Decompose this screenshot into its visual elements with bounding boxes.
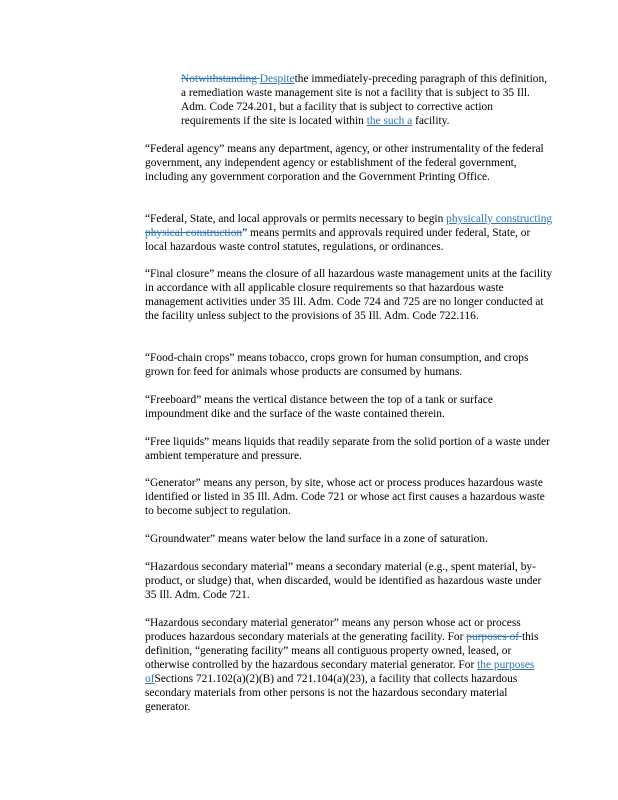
paragraph-food-chain-crops	[145, 351, 555, 379]
paragraph-text: “Food-chain crops” means tobacco, crops grown for human consumption, and crops grown for feed for animals whose products are consumed by humans.	[145, 352, 529, 378]
paragraph-remediation-site	[181, 72, 551, 128]
paragraph-text: ” means permits and approvals required under federal, State, or local hazardous waste control statutes, regulations, or ordinances.	[145, 227, 531, 253]
deleted-text: purposes of	[466, 631, 522, 643]
paragraph-hazardous-secondary-material-generator	[145, 616, 555, 714]
paragraph-text: “Free liquids” means liquids that readily separate from the solid portion of a waste under ambient temperature and pressure.	[145, 436, 550, 462]
paragraph-freeboard	[145, 393, 555, 421]
paragraph-text: “Hazardous secondary material generator” means any person whose act or process produces hazardous secondary materials at the generating facility. For	[145, 617, 521, 643]
paragraph-final-closure	[145, 267, 555, 323]
paragraph-text: “Hazardous secondary material” means a secondary material (e.g., spent material, by-product, or sludge) that, when discarded, would be identified as hazardous waste under 35 Ill. Adm. Code 721.	[145, 561, 542, 601]
paragraph-free-liquids	[145, 435, 555, 463]
paragraph-text: facility.	[412, 115, 450, 127]
paragraph-federal-approvals	[145, 212, 555, 254]
paragraph-text: “Generator” means any person, by site, whose act or process produces hazardous waste identified or listed in 35 Ill. Adm. Code 721 or whose act first causes a hazardous waste to become subject to regulation.	[145, 477, 545, 517]
inserted-text: the purposes of	[145, 659, 535, 685]
paragraph-text: the immediately-preceding paragraph of this definition, a remediation waste management site is not a facility that is subject to 35 Ill. Adm. Code 724.201, but a facility that is subject to corrective action requirements if the site is located within	[181, 73, 548, 127]
paragraph-text: “Groundwater” means water below the land surface in a zone of saturation.	[145, 533, 488, 545]
paragraph-federal-agency	[145, 142, 555, 184]
paragraph-hazardous-secondary-material	[145, 560, 555, 602]
inserted-text: physically constructing	[446, 213, 553, 225]
paragraph-text: “Federal agency” means any department, agency, or other instrumentality of the federal government, any independent agency or establishment of the federal government, including any government corporation and the Government Printing Office.	[145, 143, 544, 183]
paragraph-text: “Final closure” means the closure of all hazardous waste management units at the facility in accordance with all applicable closure requirements so that hazardous waste management activities under 35 Ill. Adm. Code 724 and 725 are no longer conducted at the facility unless subject to the provisions of 35 Ill. Adm. Code 722.116.	[145, 268, 553, 322]
inserted-text: the such a	[366, 115, 413, 127]
inserted-text: Despite	[259, 73, 295, 85]
deleted-text: Notwithstanding	[181, 73, 260, 85]
paragraph-text: this definition, “generating facility” means all contiguous property owned, leased, or otherwise controlled by the hazardous secondary material generator. For	[145, 631, 539, 671]
paragraph-text: Sections 721.102(a)(2)(B) and 721.104(a)(23), a facility that collects hazardous secondary materials from other persons is not the hazardous secondary material generator.	[145, 673, 518, 713]
paragraph-groundwater	[145, 532, 555, 546]
paragraph-generator	[145, 476, 555, 518]
paragraph-text: “Freeboard” means the vertical distance between the top of a tank or surface impoundment dike and the surface of the waste contained therein.	[145, 394, 493, 420]
deleted-text: physical construction	[145, 227, 243, 239]
paragraph-text: “Federal, State, and local approvals or permits necessary to begin	[145, 213, 447, 225]
